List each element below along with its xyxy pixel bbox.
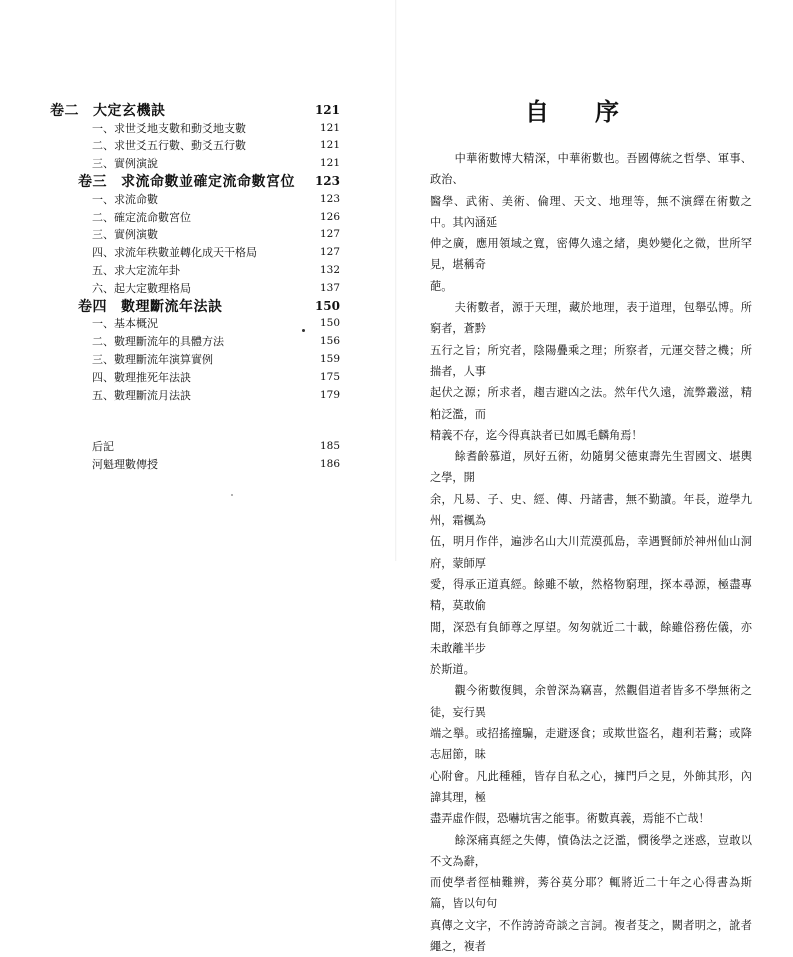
toc-page-number: 121 xyxy=(314,102,340,117)
prose-line: 餘深痛真經之失傳，憤偽法之泛濫，憫後學之迷惑，豈敢以不文為辭， xyxy=(430,833,752,868)
toc-page-number: 159 xyxy=(319,353,340,366)
toc-page-number: 156 xyxy=(319,335,340,348)
prose-line: 伍，明月作伴，遍涉名山大川荒漠孤島，幸遇賢師於神州仙山洞府，蒙師厚 xyxy=(430,535,752,570)
toc-entry-title: 二、求世爻五行數、動爻五行數 xyxy=(92,139,246,153)
toc-page-number: 123 xyxy=(314,174,340,189)
toc-entry-title: 三、數理斷流年演算實例 xyxy=(92,353,213,367)
preface-title: 自序 xyxy=(525,97,665,126)
toc-entry[interactable] xyxy=(50,332,340,350)
toc-entry-title: 四、數理推死年法訣 xyxy=(92,370,191,384)
toc-entry-title: 二、數理斷流年的具體方法 xyxy=(92,335,224,349)
chapter-number: 卷四 xyxy=(78,298,107,315)
prose-line: 愛，得承正道真經。餘雖不敏，然格物窮理，探本尋源，極盡專精，莫敢偷 xyxy=(430,577,752,613)
toc-entry[interactable] xyxy=(50,190,340,208)
toc-entry-title: 五、數理斷流月法訣 xyxy=(92,388,191,402)
prose-line: 觀今術數復興，余曾深為竊喜，然觀倡道者皆多不學無術之徒，妄行異 xyxy=(430,684,752,719)
toc-page-number: 137 xyxy=(319,281,340,294)
toc-entry-title: 一、基本概況 xyxy=(92,317,158,331)
toc-page-number: 121 xyxy=(319,121,340,134)
toc-page-number: 127 xyxy=(319,246,340,259)
toc-entry[interactable] xyxy=(50,119,340,137)
chapter-number: 卷二 xyxy=(50,102,79,119)
toc-entry[interactable] xyxy=(50,386,340,404)
toc-page-number: 175 xyxy=(319,370,340,383)
toc-entry[interactable] xyxy=(50,368,340,386)
prose-line: 餘耆齡慕道，夙好五術，幼隨舅父德東壽先生習國文、堪輿之學，開 xyxy=(430,450,752,485)
scan-speck xyxy=(231,494,233,496)
toc-page-number: 121 xyxy=(319,139,340,152)
toc-page-number: 179 xyxy=(319,388,340,401)
toc-page-number: 186 xyxy=(319,458,340,471)
chapter-number: 卷三 xyxy=(78,174,107,191)
prose-line: 心附會。凡此種種，皆存自私之心，擁門戶之見，外飾其形，內諱其理，極 xyxy=(430,769,752,804)
toc-entry-title: 三、實例演說 xyxy=(92,157,158,171)
toc-entry[interactable] xyxy=(50,350,340,368)
toc-entry-title: 二、確定流命數宮位 xyxy=(92,210,191,224)
toc-entry-title: 一、求世爻地支數和動爻地支數 xyxy=(92,121,246,135)
toc-entry-title: 六、起大定數理格局 xyxy=(92,281,191,295)
preface-body xyxy=(430,148,752,957)
toc-page-number: 132 xyxy=(319,264,340,277)
prose-line: 端之擧。或招搖撞騙，走避逐食；或欺世盜名，趨利若鶩；或降志屈節，昧 xyxy=(430,727,752,762)
prose-line: 而使學者徑柚難辨，莠谷莫分耶？輒將近二十年之心得書為斯篇，皆以句句 xyxy=(430,876,752,911)
toc-page-number: 121 xyxy=(319,157,340,170)
toc-entry[interactable] xyxy=(50,261,340,279)
prose-line: 盡弄虛作假，恐嚇坑害之能事。術數真義，焉能不亡哉！ xyxy=(430,812,710,826)
toc-entry-transmission[interactable] xyxy=(50,455,340,473)
toc-page-number: 150 xyxy=(319,317,340,330)
prose-line: 於斯道。 xyxy=(430,663,475,677)
prose-line: 余，凡易、子、史、經、傳、丹諸書，無不勤讀。年長，遊學九州，霜楓為 xyxy=(430,492,752,528)
prose-line: 閒，深恐有負師尊之厚望。匆匆就近二十載，餘雖俗務佐儀，亦未敢離半步 xyxy=(430,620,752,655)
toc-entry-title: 五、求大定流年卦 xyxy=(92,264,180,278)
prose-line: 五行之旨；所究者，陰陽疊乘之理；所察者，元運交替之機；所揣者，人事 xyxy=(430,343,752,378)
toc-entry[interactable] xyxy=(50,137,340,155)
prose-line: 醫學、武術、美術、倫理、天文、地理等，無不演繹在術數之中。其內涵延 xyxy=(430,194,752,229)
toc-chapter-4[interactable] xyxy=(50,297,340,315)
toc-entry-title: 一、求流命數 xyxy=(92,192,158,206)
toc-entry-title: 三、實例演數 xyxy=(92,228,158,242)
toc-entry[interactable] xyxy=(50,208,340,226)
toc-entry-title: 河魁理數傳授 xyxy=(92,458,158,472)
toc-entry-title: 四、求流年秩數並轉化成天干格局 xyxy=(92,246,257,260)
prose-line: 葩。 xyxy=(430,279,453,293)
toc-page-number: 127 xyxy=(319,228,340,241)
toc-page xyxy=(0,0,396,561)
toc-entry[interactable] xyxy=(50,243,340,261)
prose-line: 真傳之文字，不作誇誇奇談之言詞。複者芟之，闕者明之，訛者繩之，複者 xyxy=(430,918,752,953)
toc-page-number: 150 xyxy=(314,298,340,313)
toc-entry-afterword[interactable] xyxy=(50,438,340,456)
toc-entry[interactable] xyxy=(50,154,340,172)
chapter-title: 大定玄機訣 xyxy=(93,102,166,119)
chapter-title: 數理斷流年法訣 xyxy=(121,298,223,315)
toc-page-number: 185 xyxy=(319,440,340,453)
toc-entry[interactable] xyxy=(50,315,340,333)
preface-page xyxy=(397,0,793,953)
toc-chapter-3[interactable] xyxy=(50,172,340,190)
toc-page-number: 123 xyxy=(319,192,340,205)
toc-spacer xyxy=(50,404,340,438)
toc-entry[interactable] xyxy=(50,279,340,297)
chapter-title: 求流命數並確定流命數宮位 xyxy=(121,174,295,191)
prose-line: 起伏之源；所求者，趨吉避凶之法。然年代久遠，流弊叢滋，精粕泛濫，而 xyxy=(430,386,752,421)
prose-line: 夫術數者，源于天理，藏於地理，表于道理，包舉弘博。所窮者，蒼黔 xyxy=(430,301,752,336)
toc-page-number: 126 xyxy=(319,210,340,223)
toc-entry-title: 后記 xyxy=(92,440,114,454)
table-of-contents xyxy=(50,101,340,473)
scan-speck xyxy=(302,329,305,332)
prose-line: 伸之廣，應用領域之寬，密傳久遠之緒，奧妙變化之微，世所罕見，堪稱奇 xyxy=(430,237,752,272)
toc-chapter-2[interactable] xyxy=(50,101,340,119)
prose-line: 中華術數博大精深，中華術數也。吾國傳統之哲學、軍事、政治、 xyxy=(430,152,752,187)
prose-line: 精義不存，迄今得真訣者已如鳳毛麟角焉！ xyxy=(430,428,643,442)
toc-entry[interactable] xyxy=(50,226,340,244)
